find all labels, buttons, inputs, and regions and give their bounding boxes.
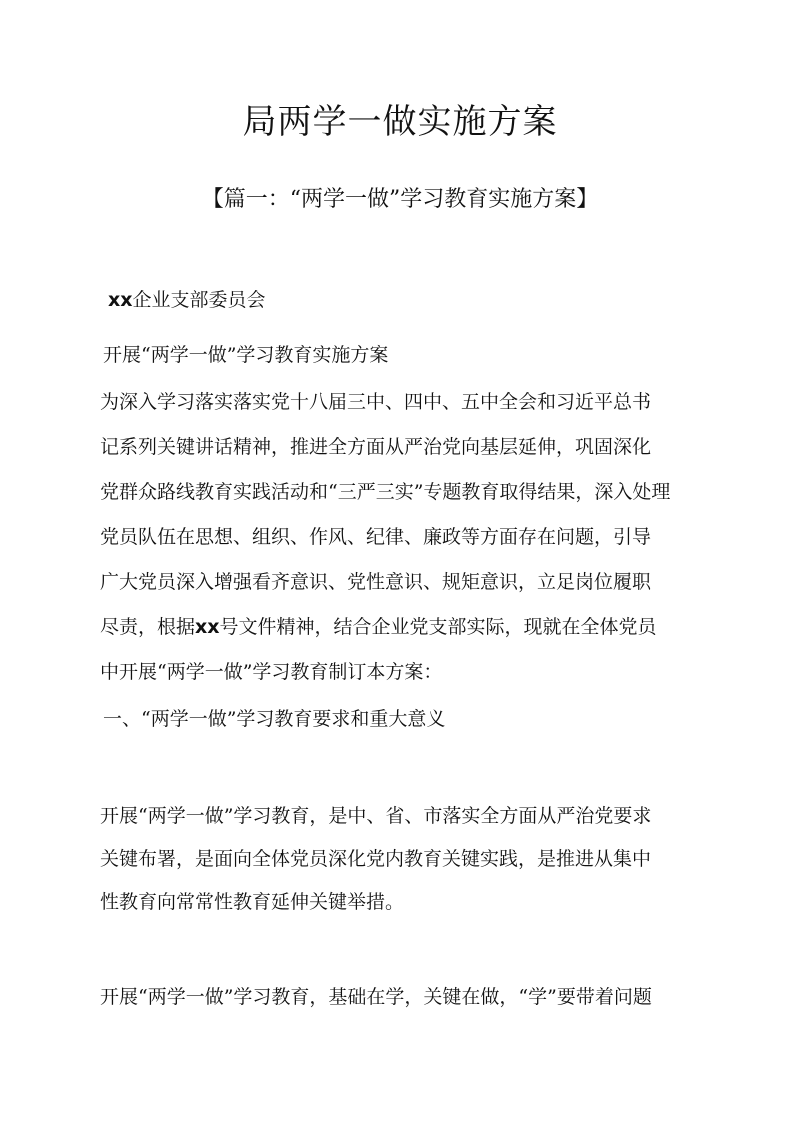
paragraph-line: 关键布署，是面向全体党员深化党内教育关键实践，是推进从集中 <box>100 848 652 870</box>
intro-line: 记系列关键讲话精神，推进全方面从严治党向基层延伸，巩固深化 <box>100 436 652 458</box>
intro-line: 党员队伍在思想、组织、作风、纪律、廉政等方面存在问题，引导 <box>100 526 652 548</box>
organization-name <box>108 285 728 315</box>
organization-suffix: 企业支部委员会 <box>132 289 266 311</box>
intro-line: 为深入学习落实落实党十八届三中、四中、五中全会和习近平总书 <box>100 391 652 413</box>
intro-line <box>100 605 720 650</box>
document-subtitle: 【篇一：“两学一做”学习教育实施方案】 <box>201 187 599 212</box>
intro-line: 中开展“两学一做”学习教育制订本方案： <box>100 661 443 683</box>
document-title: 局两学一做实施方案 <box>242 102 558 142</box>
organization-prefix: xx <box>108 289 133 311</box>
intro-line: 广大党员深入增强看齐意识、党性意识、规矩意识，立足岗位履职 <box>100 571 652 593</box>
intro-line-6-end: 号文件精神，结合企业党支部实际，现就在全体党员 <box>219 616 657 638</box>
plan-title: 开展“两学一做”学习教育实施方案 <box>103 344 389 366</box>
paragraph-line: 性教育向常常性教育延伸关键举措。 <box>100 891 405 913</box>
section-heading-1: 一、“两学一做”学习教育要求和重大意义 <box>103 708 446 730</box>
intro-line: 党群众路线教育实践活动和“三严三实”专题教育取得结果，深入处理 <box>100 481 671 503</box>
intro-line-6-start: 尽责，根据 <box>100 616 196 638</box>
paragraph-line: 开展“两学一做”学习教育，是中、省、市落实全方面从严治党要求 <box>100 805 652 827</box>
intro-paragraph <box>100 380 720 695</box>
section-1-paragraph-2: 开展“两学一做”学习教育，基础在学，关键在做，“学”要带着问题 <box>100 986 652 1008</box>
document-number-placeholder: xx <box>195 616 220 638</box>
section-1-paragraph <box>100 795 720 924</box>
